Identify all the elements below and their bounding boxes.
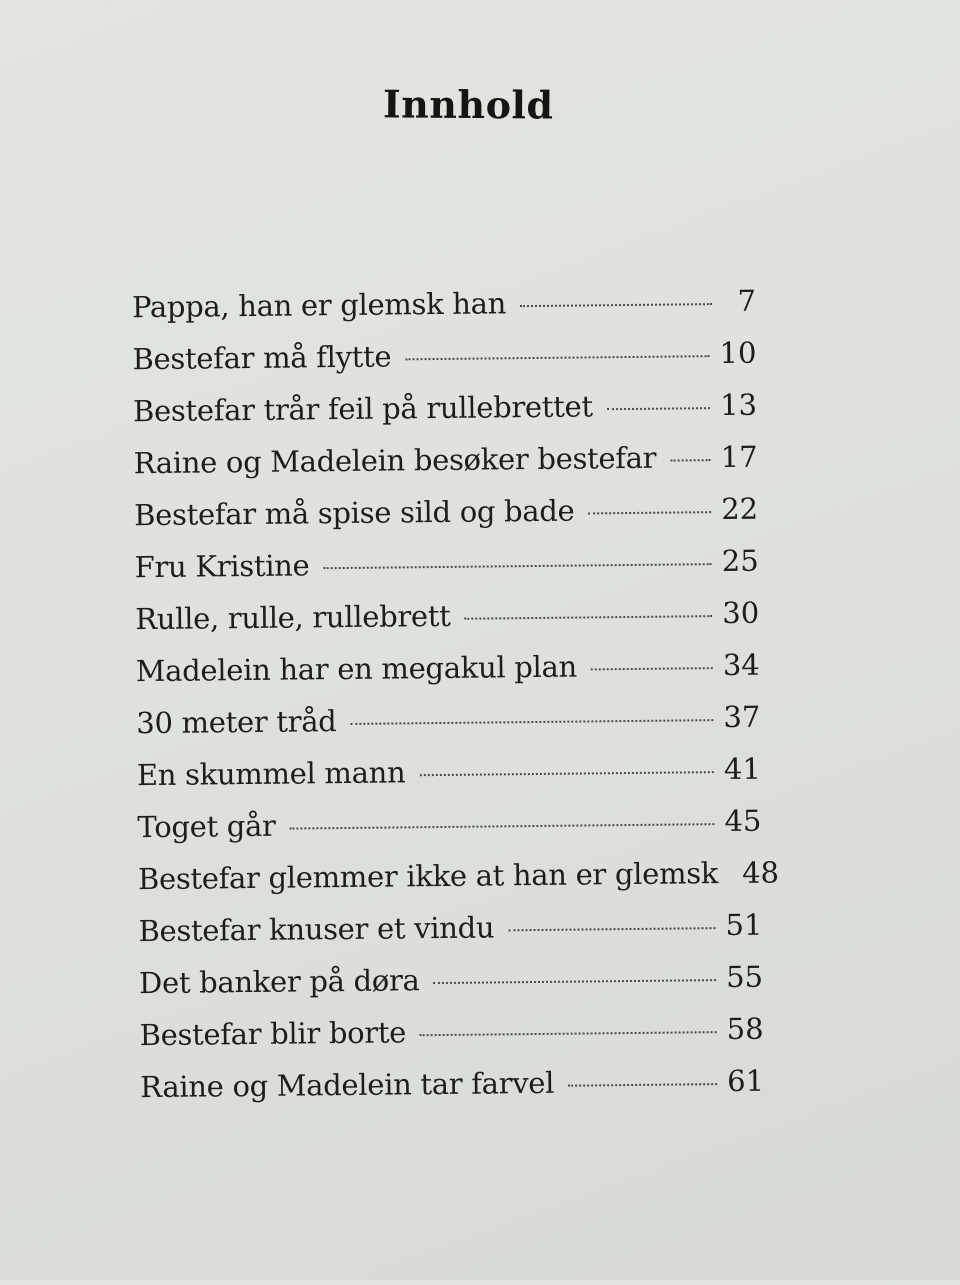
toc-entry-page: 55 [725,959,764,995]
dot-leader [323,563,711,569]
dot-leader [290,823,715,829]
toc-entry-page: 10 [719,335,757,371]
toc-entry-page: 37 [723,699,761,735]
toc-entry-page: 58 [726,1011,764,1047]
toc-entry-title: Bestefar må spise sild og bade [133,493,575,533]
toc-entry [137,799,761,850]
toc-entry [137,747,761,798]
toc-entry-page: 22 [721,491,759,527]
toc-entry [133,435,757,486]
toc-entry [139,1007,763,1058]
toc-entry-page: 7 [737,283,757,318]
toc-entry [134,539,758,590]
toc-entry [139,955,763,1006]
toc-entry-title: Bestefar må flytte [132,339,392,377]
toc-entry [136,695,760,746]
toc-entry-title: Det banker på døra [138,963,420,1001]
toc-entry-title: Bestefar blir borte [139,1015,407,1053]
dot-leader [568,1083,717,1087]
toc-entry-title: Bestefar glemmer ikke at han er glemsk [137,856,719,897]
toc-entry [135,591,759,642]
toc-entry-page: 41 [723,751,762,787]
toc-entry-page: 34 [722,647,760,683]
toc-entry [133,383,757,434]
dot-leader [588,511,711,514]
dot-leader [591,667,713,670]
toc-entry-title: Raine og Madelein besøker bestefar [133,440,657,481]
toc-entry-title: Bestefar trår feil på rullebrettet [132,389,593,429]
toc-entry [137,851,780,902]
dot-leader [419,771,714,776]
dot-leader [670,459,710,461]
toc-entry-page: 13 [719,387,758,423]
toc-entry-page: 48 [741,855,780,890]
toc-entry-page: 45 [724,803,762,839]
dot-leader [405,355,709,360]
toc-entry-page: 25 [721,543,759,579]
toc-entry-page: 17 [720,439,758,475]
toc-entry [134,487,758,538]
toc-entry-title: Rulle, rulle, rullebrett [135,598,451,637]
dot-leader [520,303,712,307]
toc-entry [136,643,760,694]
dot-leader [465,615,713,620]
toc-entry-title: Pappa, han er glemsk han [131,286,507,325]
toc-entry-title: Madelein har en megakul plan [135,649,578,689]
toc-entry-page: 51 [725,907,763,943]
toc-entry-page: 30 [722,595,760,631]
toc-entry-title: 30 meter tråd [136,704,337,741]
toc-entry-title: Bestefar knuser et vindu [138,910,495,949]
toc-entry [132,279,756,330]
toc-entry-title: Raine og Madelein tar farvel [139,1065,555,1105]
toc-entry [132,331,756,382]
dot-leader [607,407,710,410]
dot-leader [434,979,717,984]
toc-entry-title: En skummel mann [136,755,406,793]
toc-entry-title: Fru Kristine [134,548,310,585]
toc-entry [138,903,762,954]
toc-entry-title: Toget går [137,808,276,845]
page-title: Innhold [382,81,554,128]
toc-entry [140,1059,764,1110]
toc-entry-page: 61 [727,1063,765,1099]
dot-leader [350,719,713,725]
dot-leader [508,927,715,931]
dot-leader [420,1031,717,1036]
